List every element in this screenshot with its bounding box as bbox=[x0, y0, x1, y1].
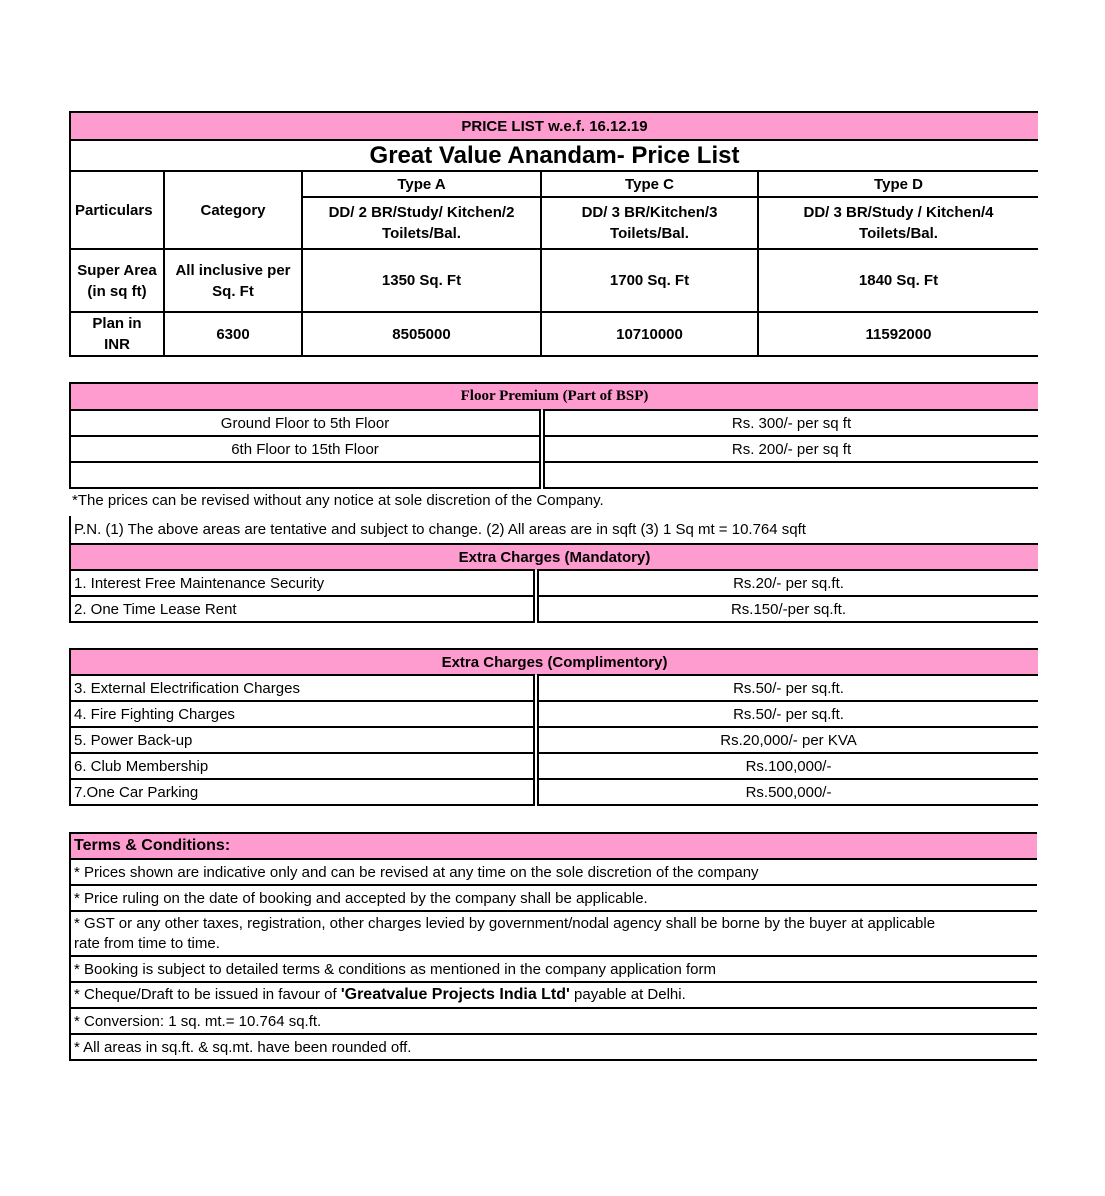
type-d-price: 11592000 bbox=[758, 312, 1038, 356]
type-d-area: 1840 Sq. Ft bbox=[758, 249, 1038, 312]
plan-label: Plan in INR bbox=[70, 312, 164, 356]
col-category: Category bbox=[164, 171, 302, 249]
term-item: * Price ruling on the date of booking and accepted by the company shall be applicable. bbox=[70, 885, 1037, 911]
extra-charges-mandatory-table bbox=[69, 543, 1038, 623]
table-row bbox=[70, 753, 1038, 779]
type-a-header: Type A bbox=[302, 171, 541, 197]
floor-premium-table bbox=[69, 382, 1038, 489]
table-row bbox=[70, 462, 1038, 488]
table-row bbox=[70, 436, 1038, 462]
terms-table bbox=[69, 832, 1037, 1061]
charge-label: 6. Club Membership bbox=[70, 753, 536, 779]
plan-rate: 6300 bbox=[164, 312, 302, 356]
charge-value: Rs.150/-per sq.ft. bbox=[536, 596, 1038, 622]
floor-premium-value: Rs. 300/- per sq ft bbox=[542, 410, 1038, 436]
charge-label: 1. Interest Free Maintenance Security bbox=[70, 570, 536, 596]
floor-premium-value: Rs. 200/- per sq ft bbox=[542, 436, 1038, 462]
term-item: * Prices shown are indicative only and can be revised at any time on the sole discretion of the company bbox=[70, 859, 1037, 885]
table-row bbox=[70, 779, 1038, 805]
charge-value: Rs.20/- per sq.ft. bbox=[536, 570, 1038, 596]
charge-value: Rs.500,000/- bbox=[536, 779, 1038, 805]
term-item: * Conversion: 1 sq. mt.= 10.764 sq.ft. bbox=[70, 1008, 1037, 1034]
floor-range-label: Ground Floor to 5th Floor bbox=[70, 410, 542, 436]
type-d-config: DD/ 3 BR/Study / Kitchen/4 Toilets/Bal. bbox=[758, 197, 1038, 249]
super-area-label: Super Area (in sq ft) bbox=[70, 249, 164, 312]
revision-note: *The prices can be revised without any notice at sole discretion of the Company. bbox=[72, 492, 604, 509]
type-a-price: 8505000 bbox=[302, 312, 541, 356]
term-item: * Booking is subject to detailed terms & conditions as mentioned in the company application form bbox=[70, 956, 1037, 982]
table-row bbox=[70, 701, 1038, 727]
charge-label: 7.One Car Parking bbox=[70, 779, 536, 805]
table-row bbox=[70, 410, 1038, 436]
type-c-price: 10710000 bbox=[541, 312, 758, 356]
term-item: * All areas in sq.ft. & sq.mt. have been rounded off. bbox=[70, 1034, 1037, 1060]
terms-title: Terms & Conditions: bbox=[70, 833, 1037, 859]
charge-value: Rs.50/- per sq.ft. bbox=[536, 675, 1038, 701]
complimentary-title: Extra Charges (Complimentory) bbox=[70, 649, 1038, 675]
charge-value: Rs.50/- per sq.ft. bbox=[536, 701, 1038, 727]
table-row bbox=[70, 675, 1038, 701]
floor-range-label: 6th Floor to 15th Floor bbox=[70, 436, 542, 462]
charge-label: 3. External Electrification Charges bbox=[70, 675, 536, 701]
price-list-date-header: PRICE LIST w.e.f. 16.12.19 bbox=[70, 112, 1038, 140]
floor-premium-title: Floor Premium (Part of BSP) bbox=[70, 383, 1038, 410]
empty-cell bbox=[542, 462, 1038, 488]
price-table bbox=[69, 111, 1038, 357]
type-c-header: Type C bbox=[541, 171, 758, 197]
type-d-header: Type D bbox=[758, 171, 1038, 197]
pn-note: P.N. (1) The above areas are tentative and subject to change. (2) All areas are in sqft (3) 1 Sq mt = 10.764 sqft bbox=[69, 516, 806, 543]
col-particulars: Particulars bbox=[70, 171, 164, 249]
charge-label: 2. One Time Lease Rent bbox=[70, 596, 536, 622]
charge-value: Rs.100,000/- bbox=[536, 753, 1038, 779]
charge-label: 5. Power Back-up bbox=[70, 727, 536, 753]
term-item: * Cheque/Draft to be issued in favour of 'Greatvalue Projects India Ltd' payable at Delhi. bbox=[70, 982, 1037, 1008]
super-area-category: All inclusive per Sq. Ft bbox=[164, 249, 302, 312]
type-a-config: DD/ 2 BR/Study/ Kitchen/2 Toilets/Bal. bbox=[302, 197, 541, 249]
table-row bbox=[70, 727, 1038, 753]
extra-charges-complimentary-table bbox=[69, 648, 1038, 806]
type-a-area: 1350 Sq. Ft bbox=[302, 249, 541, 312]
type-c-config: DD/ 3 BR/Kitchen/3 Toilets/Bal. bbox=[541, 197, 758, 249]
term-item: * GST or any other taxes, registration, other charges levied by government/nodal agency shall be borne by the buyer at applicable rate from time to time. bbox=[70, 911, 1037, 956]
company-name: 'Greatvalue Projects India Ltd' bbox=[340, 986, 570, 1003]
mandatory-title: Extra Charges (Mandatory) bbox=[70, 544, 1038, 570]
table-row bbox=[70, 570, 1038, 596]
charge-label: 4. Fire Fighting Charges bbox=[70, 701, 536, 727]
type-c-area: 1700 Sq. Ft bbox=[541, 249, 758, 312]
empty-cell bbox=[70, 462, 542, 488]
page-title: Great Value Anandam- Price List bbox=[70, 140, 1038, 171]
table-row bbox=[70, 596, 1038, 622]
charge-value: Rs.20,000/- per KVA bbox=[536, 727, 1038, 753]
